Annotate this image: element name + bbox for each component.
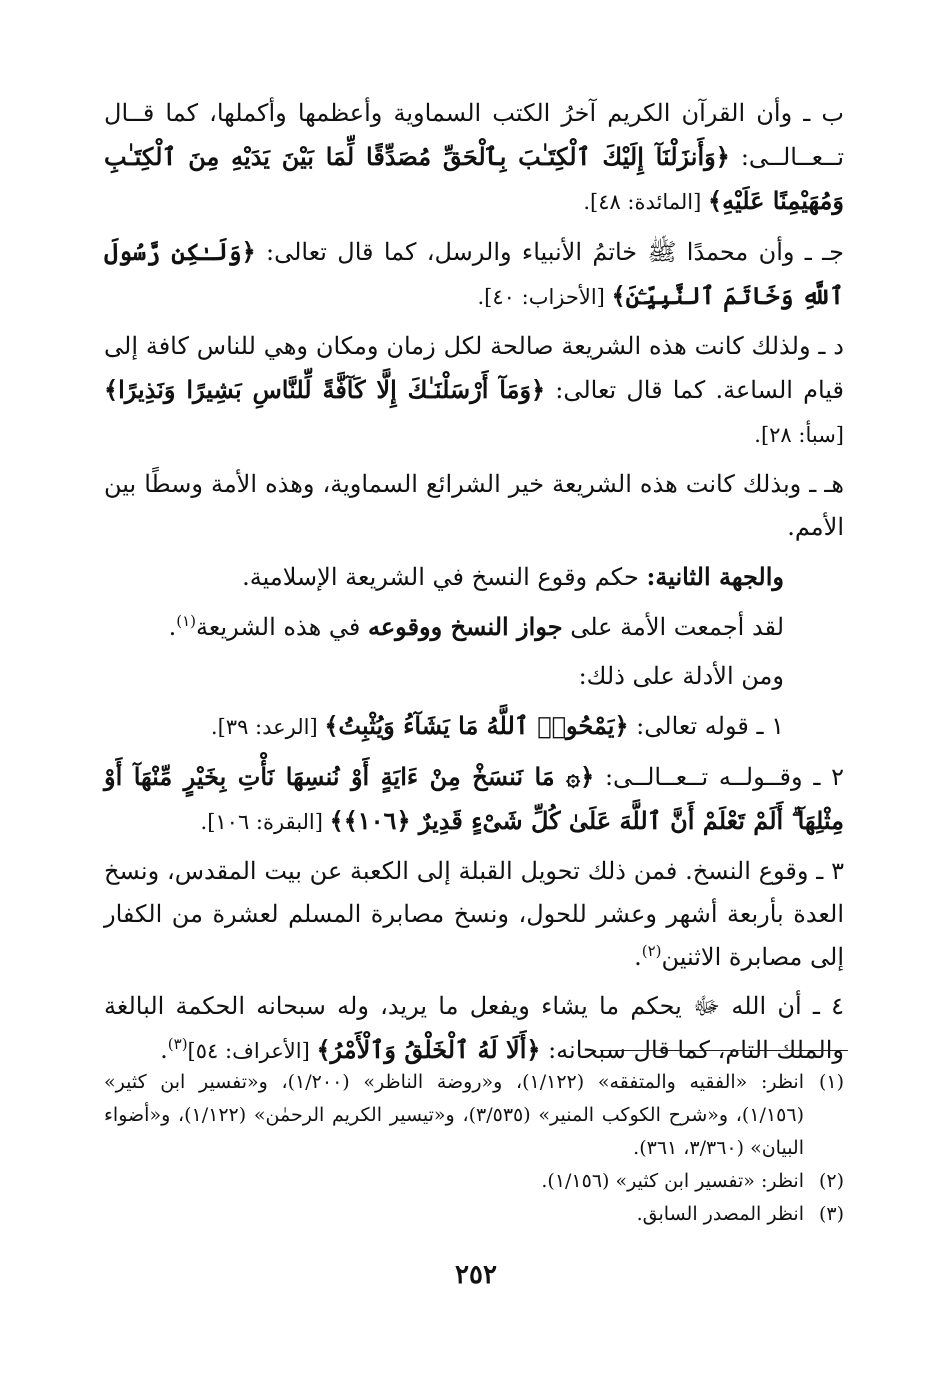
paragraph-text: في هذه الشريعة <box>196 613 368 641</box>
paragraph-text: هـ ـ وبذلك كانت هذه الشريعة خير الشرائع السماوية، وهذه الأمة وسطًا بين الأمم. <box>104 470 844 541</box>
evidence-3 <box>104 850 844 979</box>
verse-reference: [الأعراف: ٥٤] <box>187 1039 317 1063</box>
second-aspect-heading <box>104 555 844 599</box>
paragraph-text: حكم وقوع النسخ في الشريعة الإسلامية. <box>242 563 647 591</box>
paragraph-h <box>104 463 844 549</box>
quran-verse: ﴿وَلَـٰكِن رَّسُولَ ٱللَّهِ وَخَاتَمَ ٱلنَّبِيِّـۧنَ﴾ <box>104 237 844 310</box>
paragraph-text: ب ـ وأن القرآن الكريم آخرُ الكتب السماوية وأعظمها وأكملها، كما قــال تــعــالــى: <box>104 99 844 171</box>
footnote-marker[interactable]: (٢) <box>641 942 662 960</box>
quran-verse: ﴿۞ مَا نَنسَخْ مِنْ ءَايَةٍ أَوْ نُنسِهَا نَأْتِ بِخَيْرٍ مِّنْهَآ أَوْ مِثْلِهَآ ۗ أَلَمْ تَعْلَمْ أَنَّ ٱللَّهَ عَلَىٰ كُلِّ شَىْءٍ قَدِيرٌ ﴿١٠٦﴾﴾ <box>104 762 844 835</box>
paragraph-text: ٤ ـ أن الله ﷻ يحكم ما يشاء ويفعل ما يريد، وله سبحانه الحكمة البالغة والملك التام، كما قال سبحانه: <box>104 992 844 1064</box>
evidence-intro <box>104 655 844 698</box>
evidence-1 <box>104 704 844 749</box>
footnote-text: انظر المصدر السابق. <box>636 1203 804 1225</box>
consensus-paragraph <box>104 605 844 649</box>
quran-verse: ﴿وَأَنزَلْنَآ إِلَيْكَ ٱلْكِتَـٰبَ بِٱلْحَقِّ مُصَدِّقًا لِّمَا بَيْنَ يَدَيْهِ مِنَ ٱلْكِتَـٰبِ وَمُهَيْمِنًا عَلَيْهِ﴾ <box>104 142 844 215</box>
bold-heading: والجهة الثانية: <box>646 562 784 591</box>
paragraph-text: د ـ ولذلك كانت هذه الشريعة صالحة لكل زمان ومكان وهي للناس كافة إلى قيام الساعة. كما قال تعالى: <box>104 332 844 404</box>
evidence-4 <box>104 985 844 1073</box>
footnote-divider <box>600 1050 848 1051</box>
footnote-marker[interactable]: (١) <box>176 612 197 630</box>
footnote-3 <box>104 1198 844 1231</box>
footnote-number: (٢) <box>818 1170 844 1192</box>
footnote-text: انظر: «الفقيه والمتفقه» (١/١٢٢)، و«روضة الناظر» (١/٢٠٠)، و«تفسير ابن كثير» (١/١٥٦)، و«شرح الكوكب المنير» (٣/٥٣٥)، و«تيسير الكريم الرحمٰن» (١/١٢٢)، و«أضواء البيان» (٣/٣٦٠، ٣٦١). <box>104 1071 805 1159</box>
paragraph-end: . <box>168 613 177 641</box>
footnote-2 <box>104 1165 844 1198</box>
footnote-1 <box>104 1066 844 1165</box>
paragraph-text: جـ ـ وأن محمدًا ﷺ خاتمُ الأنبياء والرسل، كما قال تعالى: <box>255 238 844 266</box>
paragraph-b <box>104 92 844 224</box>
quran-verse: ﴿أَلَا لَهُ ٱلْخَلْقُ وَٱلْأَمْرُ﴾ <box>316 1035 541 1064</box>
footnote-number: (١) <box>818 1071 844 1093</box>
paragraph-text: ٣ ـ وقوع النسخ. فمن ذلك تحويل القبلة إلى الكعبة عن بيت المقدس، ونسخ العدة بأربعة أشهر وعشر للحول، ونسخ مصابرة المسلم لعشرة من الكفار إلى مصابرة الاثنين <box>104 857 844 971</box>
quran-verse: ﴿يَمْحُوا۟ ٱللَّهُ مَا يَشَآءُ وَيُثْبِتُ﴾ <box>324 711 629 740</box>
main-text <box>104 92 844 1079</box>
verse-reference: [البقرة: ١٠٦]. <box>200 810 330 834</box>
paragraph-text: ومن الأدلة على ذلك: <box>578 662 784 690</box>
footnote-marker[interactable]: (٣) <box>167 1035 188 1053</box>
paragraph-text: لقد أجمعت الأمة على <box>562 613 784 641</box>
bold-phrase: جواز النسخ ووقوعه <box>367 612 563 641</box>
footnote-number: (٣) <box>818 1203 844 1225</box>
paragraph-text: ١ ـ قوله تعالى: <box>628 712 784 740</box>
footnote-text: انظر: «تفسير ابن كثير» (١/١٥٦). <box>541 1170 804 1192</box>
verse-reference: [المائدة: ٤٨]. <box>583 190 709 214</box>
evidence-2 <box>104 755 844 844</box>
paragraph-j <box>104 230 844 319</box>
paragraph-d <box>104 325 844 457</box>
quran-verse: ﴿وَمَآ أَرْسَلْنَـٰكَ إِلَّا كَآفَّةً لِّلنَّاسِ بَشِيرًا وَنَذِيرًا﴾ <box>104 375 546 404</box>
verse-reference: [سبأ: ٢٨]. <box>754 423 844 447</box>
paragraph-text: ٢ ـ وقــولــه تــعــالــى: <box>594 763 844 791</box>
paragraph-end: . <box>160 1036 168 1064</box>
paragraph-end: . <box>634 943 642 971</box>
verse-reference: [الرعد: ٣٩]. <box>210 715 325 739</box>
page-number: ٢٥٢ <box>455 1260 497 1290</box>
footnotes <box>104 1066 844 1231</box>
verse-reference: [الأحزاب: ٤٠]. <box>477 285 612 309</box>
